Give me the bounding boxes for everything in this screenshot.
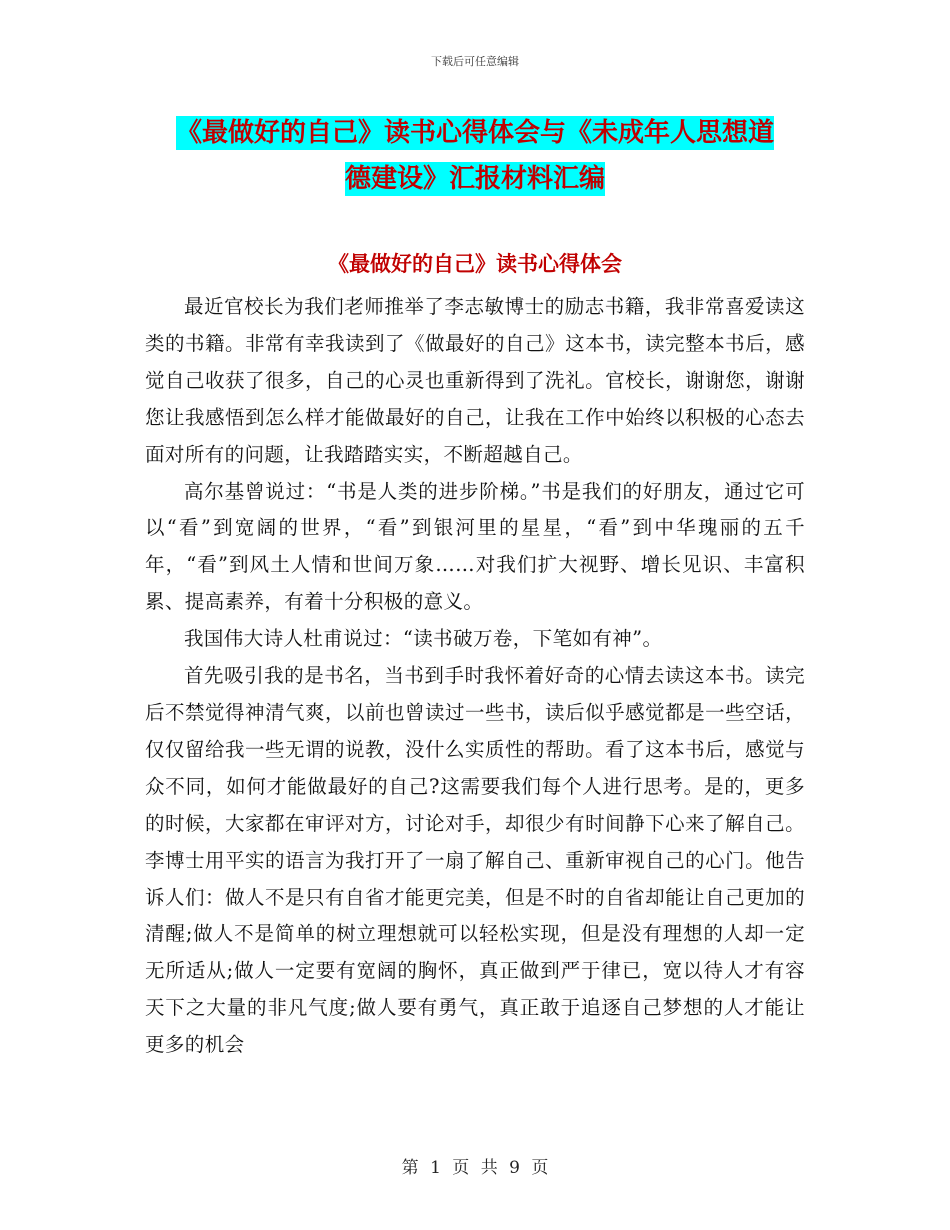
document-title-line-2: 德建设》汇报材料汇编 bbox=[344, 164, 605, 194]
paragraph: 高尔基曾说过：“书是人类的进步阶梯。”书是我们的好朋友，通过它可以“看”到宽阔的世界，“看”到银河里的星星，“看”到中华瑰丽的五千年，“看”到风土人情和世间万象……对我们扩大视野、增长见识、丰富积累、提高素养，有着十分积极的意义。 bbox=[145, 479, 805, 614]
header-note: 下载后可任意编辑 bbox=[431, 55, 519, 68]
document-title bbox=[145, 110, 805, 202]
body-text bbox=[145, 289, 805, 1064]
paragraph: 最近官校长为我们老师推举了李志敏博士的励志书籍，我非常喜爱读这类的书籍。非常有幸我读到了《做最好的自己》这本书，读完整本书后，感觉自己收获了很多，自己的心灵也重新得到了洗礼。官校长，谢谢您，谢谢您让我感悟到怎么样才能做最好的自己，让我在工作中始终以积极的心态去面对所有的问题，让我踏踏实实，不断超越自己。 bbox=[145, 295, 805, 466]
page-footer: 第 1 页 共 9 页 bbox=[401, 1158, 549, 1178]
paragraph: 我国伟大诗人杜甫说过：“读书破万卷，下笔如有神”。 bbox=[184, 627, 663, 651]
paragraph: 首先吸引我的是书名，当书到手时我怀着好奇的心情去读这本书。读完后不禁觉得神清气爽，以前也曾读过一些书，读后似乎感觉都是一些空话，仅仅留给我一些无谓的说教，没什么实质性的帮助。看了这本书后，感觉与众不同，如何才能做最好的自己?这需要我们每个人进行思考。是的，更多的时候，大家都在审评对方，讨论对手，却很少有时间静下心来了解自己。李博士用平实的语言为我打开了一扇了解自己、重新审视自己的心门。他告诉人们：做人不是只有自省才能更完美，但是不时的自省却能让自己更加的清醒;做人不是简单的树立理想就可以轻松实现，但是没有理想的人却一定无所适从;做人一定要有宽阔的胸怀，真正做到严于律已，宽以待人才有容天下之大量的非凡气度;做人要有勇气，真正敢于追逐自己梦想的人才能让更多的机会 bbox=[145, 664, 805, 1057]
section-title: 《最做好的自己》读书心得体会 bbox=[328, 252, 622, 276]
document-title-line-1: 《最做好的自己》读书心得体会与《未成年人思想道 bbox=[175, 118, 774, 148]
